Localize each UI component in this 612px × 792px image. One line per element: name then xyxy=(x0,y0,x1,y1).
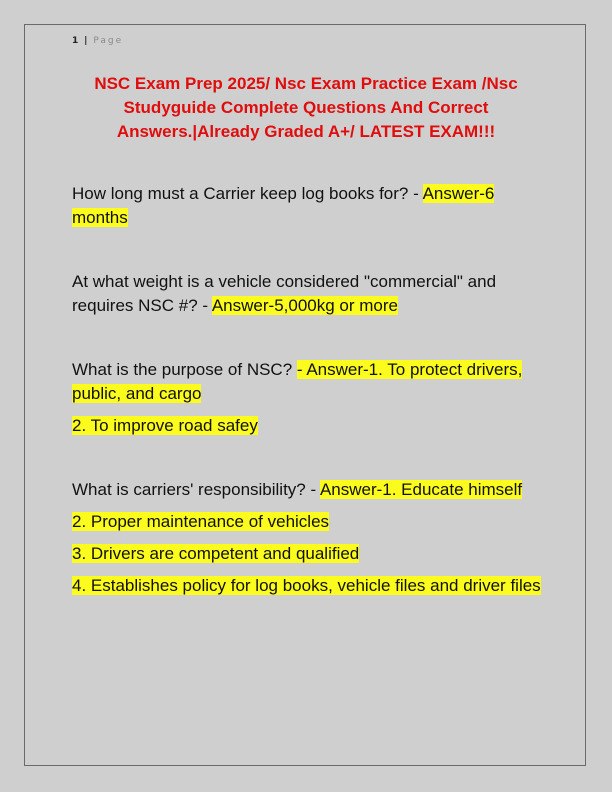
qa-item xyxy=(72,182,542,230)
page-separator: | xyxy=(84,36,88,46)
page-label: Page xyxy=(93,36,124,46)
answer-line: 4. Establishes policy for log books, vehicle files and driver files xyxy=(72,576,541,595)
page-header xyxy=(72,36,123,46)
answer-text: - Answer-1. To protect drivers, public, and cargo xyxy=(72,360,523,403)
qa-item xyxy=(72,270,542,318)
question-text: What is carriers' responsibility? - xyxy=(72,480,320,499)
question-text: At what weight is a vehicle considered "commercial" and requires NSC #? - xyxy=(72,272,497,315)
answer-line: 2. Proper maintenance of vehicles xyxy=(72,512,330,531)
qa-content xyxy=(72,182,542,598)
answer-text: Answer-1. Educate himself xyxy=(319,480,523,499)
question-text: What is the purpose of NSC? xyxy=(72,360,297,379)
qa-item xyxy=(72,478,542,502)
page-number: 1 xyxy=(72,36,79,46)
question-text: How long must a Carrier keep log books for? - xyxy=(72,184,423,203)
qa-item xyxy=(72,358,542,406)
answer-text: Answer-5,000kg or more xyxy=(211,296,398,315)
answer-line: 2. To improve road safey xyxy=(72,416,258,435)
answer-text: Answer-6 months xyxy=(72,184,495,227)
answer-line: 3. Drivers are competent and qualified xyxy=(72,544,360,563)
document-title: NSC Exam Prep 2025/ Nsc Exam Practice Exam /Nsc Studyguide Complete Questions And Correct Answers.|Already Graded A+/ LATEST EXAM!!! xyxy=(94,74,518,141)
